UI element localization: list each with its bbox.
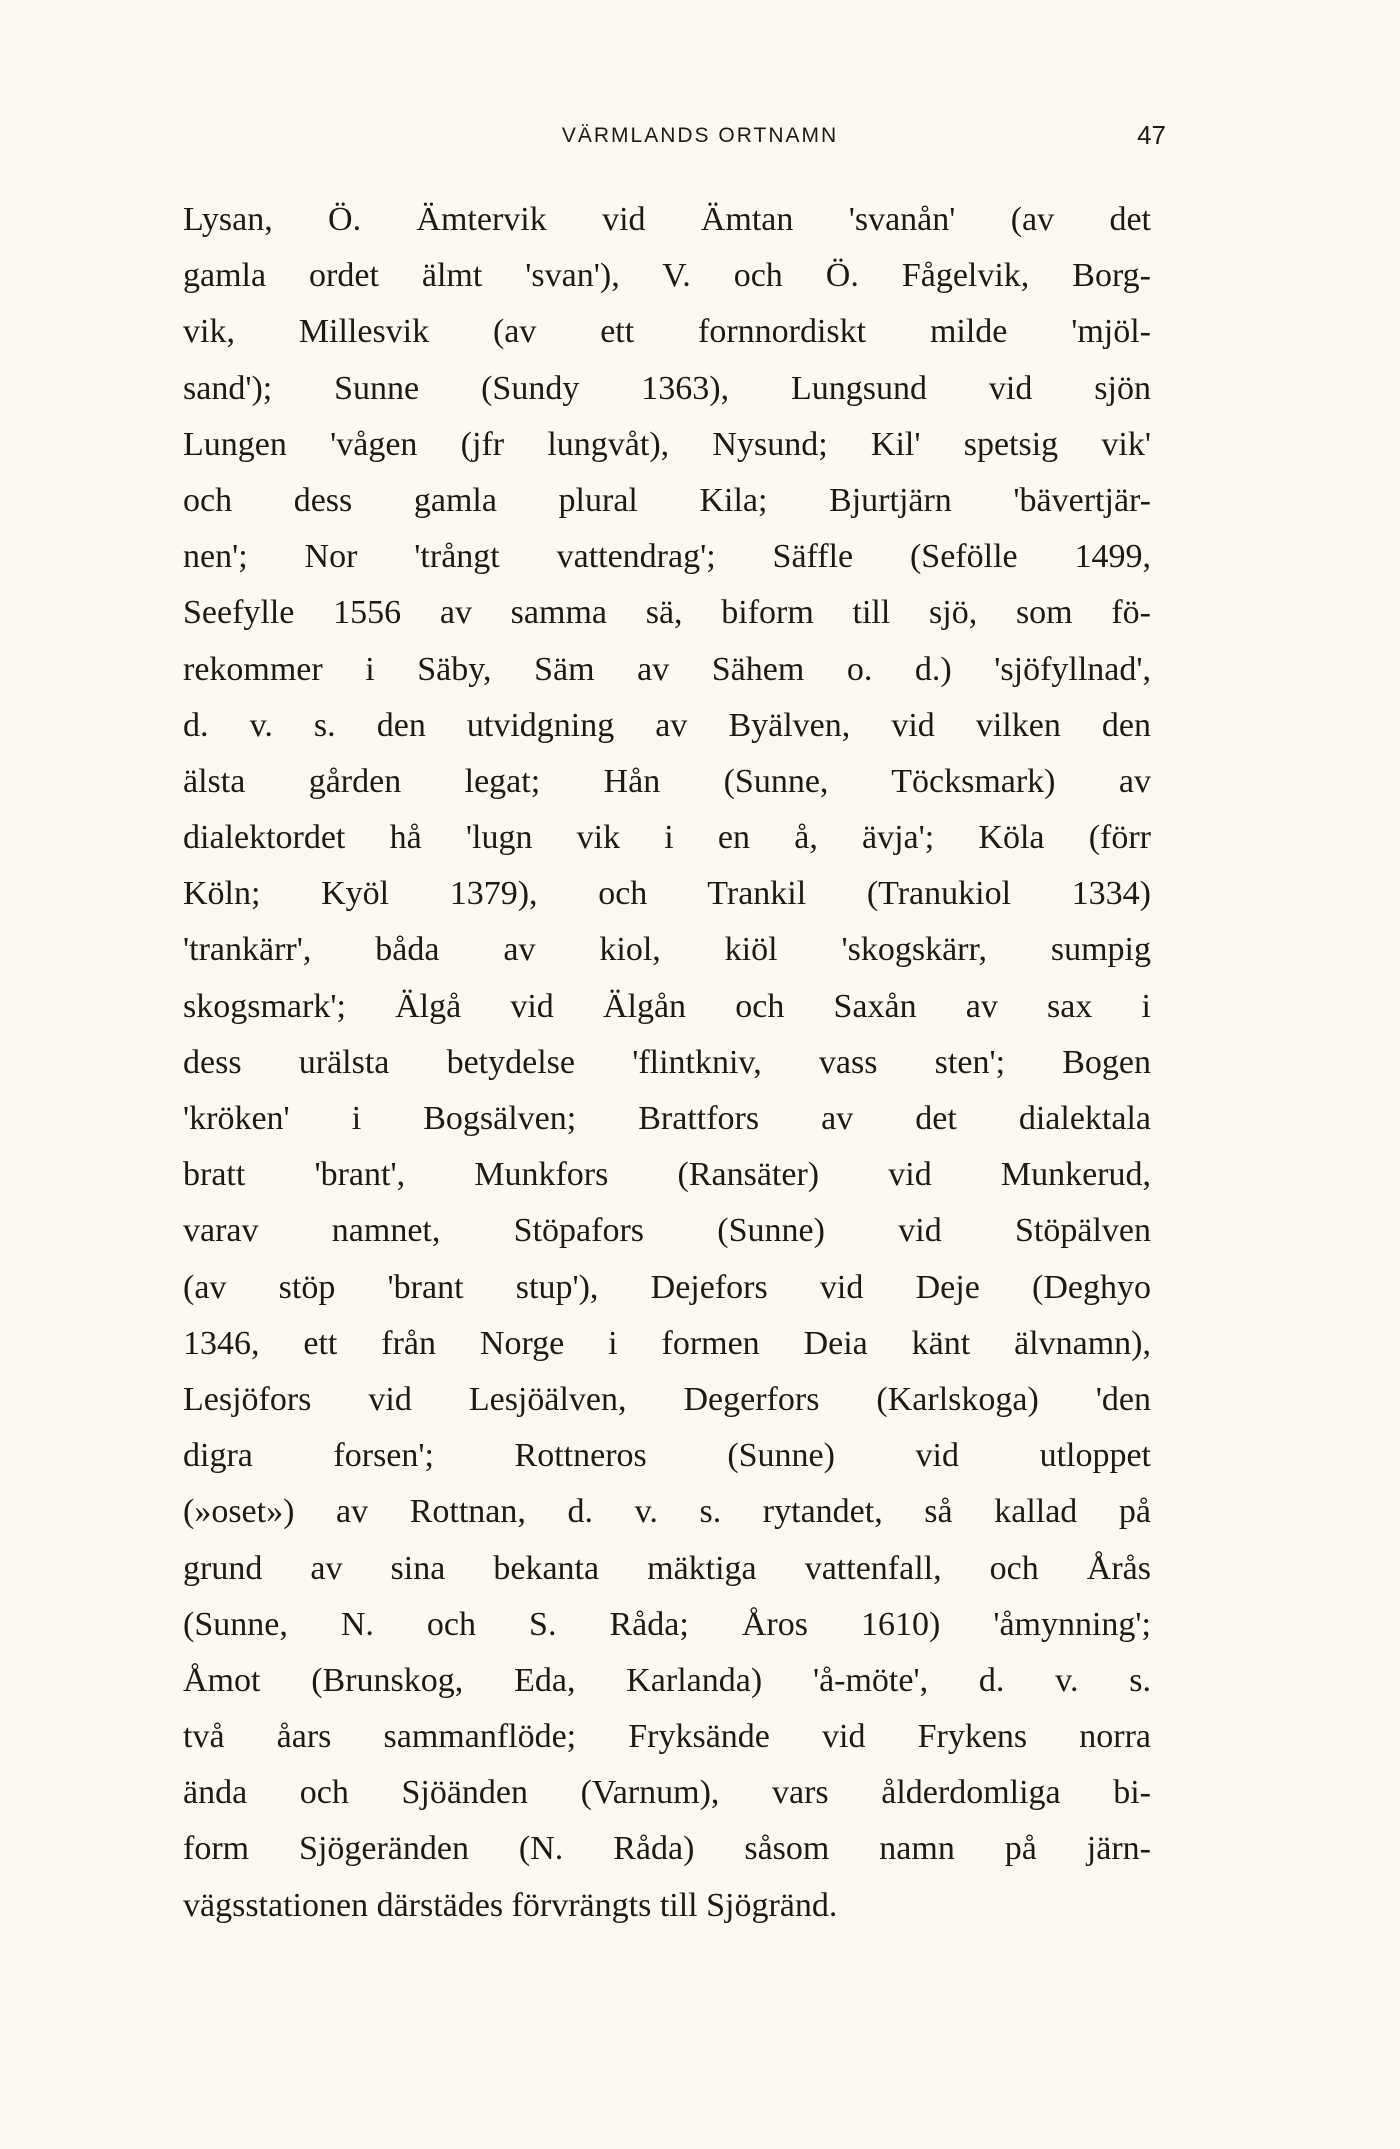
text-line: varav namnet, Stöpafors (Sunne) vid Stöpälven [183,1212,1151,1250]
text-line: sand'); Sunne (Sundy 1363), Lungsund vid sjön [183,369,1151,407]
text-line: Lysan, Ö. Ämtervik vid Ämtan 'svanån' (av det [183,201,1151,238]
text-line: ända och Sjöänden (Varnum), vars ålderdomliga bi- [183,1774,1151,1812]
text-line: Åmot (Brunskog, Eda, Karlanda) 'å-möte', d. v. s. [183,1661,1151,1699]
text-line: älsta gården legat; Hån (Sunne, Töcksmark) av [183,762,1151,800]
text-line: Köln; Kyöl 1379), och Trankil (Tranukiol 1334) [183,875,1151,913]
text-line: Lesjöfors vid Lesjöälven, Degerfors (Karlskoga) 'den [183,1380,1151,1418]
text-line: grund av sina bekanta mäktiga vattenfall, och Årås [183,1549,1151,1587]
text-line: 'trankärr', båda av kiol, kiöl 'skogskärr, sumpig [183,931,1151,969]
text-line: (av stöp 'brant stup'), Dejefors vid Deje (Deghyo [183,1268,1151,1306]
text-line: dess urälsta betydelse 'flintkniv, vass sten'; Bogen [183,1043,1151,1081]
text-line: digra forsen'; Rottneros (Sunne) vid utloppet [183,1437,1151,1475]
body-text [183,192,1151,1934]
text-line: 1346, ett från Norge i formen Deia känt älvnamn), [183,1324,1151,1362]
text-line: (»oset») av Rottnan, d. v. s. rytandet, så kallad på [183,1493,1151,1531]
text-line: 'kröken' i Bogsälven; Brattfors av det dialektala [183,1100,1151,1137]
text-line: Lungen 'vågen (jfr lungvåt), Nysund; Kil' spetsig vik' [183,425,1151,463]
text-line: skogsmark'; Älgå vid Älgån och Saxån av sax i [183,987,1151,1025]
running-header [0,120,1400,164]
text-line: (Sunne, N. och S. Råda; Åros 1610) 'åmynning'; [183,1605,1151,1643]
text-line: och dess gamla plural Kila; Bjurtjärn 'bävertjär- [183,481,1151,519]
page-number: 47 [1137,120,1166,150]
text-line: gamla ordet älmt 'svan'), V. och Ö. Fågelvik, Borg- [183,257,1151,295]
text-line: d. v. s. den utvidgning av Byälven, vid vilken den [183,706,1151,744]
text-line: vik, Millesvik (av ett fornnordiskt milde 'mjöl- [183,313,1151,351]
text-line: Seefylle 1556 av samma sä, biform till sjö, som fö- [183,594,1151,632]
text-line: rekommer i Säby, Säm av Sähem o. d.) 'sjöfyllnad', [183,650,1151,688]
text-line: dialektordet hå 'lugn vik i en å, ävja'; Köla (förr [183,819,1151,857]
text-line: två åars sammanflöde; Fryksände vid Frykens norra [183,1718,1151,1756]
text-line: bratt 'brant', Munkfors (Ransäter) vid Munkerud, [183,1156,1151,1194]
running-title: VÄRMLANDS ORTNAMN [561,124,839,147]
text-line: nen'; Nor 'trångt vattendrag'; Säffle (Sefölle 1499, [183,538,1151,576]
text-line: vägsstationen därstädes förvrängts till Sjögränd. [183,1886,838,1924]
text-line: form Sjögeränden (N. Råda) såsom namn på järn- [183,1830,1151,1868]
